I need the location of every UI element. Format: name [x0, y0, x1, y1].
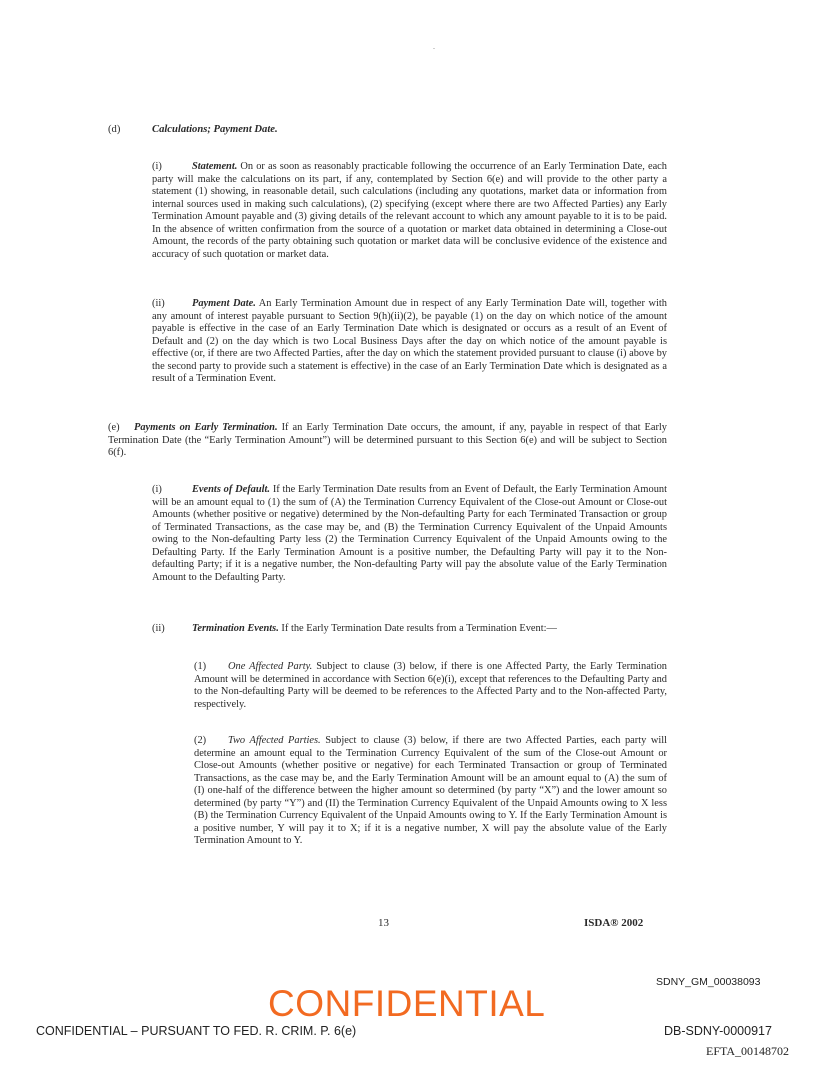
bates-stamp-db: DB-SDNY-0000917: [664, 1024, 772, 1038]
confidential-legend: CONFIDENTIAL – PURSUANT TO FED. R. CRIM. P. 6(e): [36, 1024, 357, 1038]
para-heading: Payment Date.: [192, 298, 256, 309]
para-text: On or as soon as reasonably practicable following the occurrence of an Early Termination Date, each party will make the calculations on its part, if any, contemplated by Section 6(e) and will provide to the other party a statement (1) showing, in reasonable detail, such calculations (including any quotations, market data or information from internal sources used in making such calculations), (2) specifying (except where there are two Affected Parties) any Early Termination Amount payable and (3) giving details of the relevant account to which any amount payable to it is to be paid. In the absence of written confirmation from the source of a quotation or market data obtained in determining a Close-out Amount, the records of the party obtaining such quotation or market data will be conclusive evidence of the existence and accuracy of such quotation or market data.: [152, 161, 667, 260]
para-text: If the Early Termination Date results from an Event of Default, the Early Termination Amount will be an amount equal to (1) the sum of (A) the Termination Currency Equivalent of the Close-out Amount or Close-out Amounts (whether positive or negative) determined by the Non-defaulting Party for each Terminated Transaction or group of Terminated Transactions, as the case may be, and (B) the Termination Currency Equivalent of the Unpaid Amounts owing to the Non-defaulting Party less (2) the Termination Currency Equivalent of the Unpaid Amounts owing to the Defaulting Party. If the Early Termination Amount is a positive number, the Defaulting Party will pay it to the Non-defaulting Party; if it is a negative number, the Non-defaulting Party will pay the absolute value of the Early Termination Amount to the Defaulting Party.: [152, 484, 667, 583]
clause-heading: Two Affected Parties.: [228, 735, 321, 746]
paragraph-e-ii: [152, 623, 667, 636]
para-heading: Events of Default.: [192, 484, 271, 495]
clause-number: (2): [194, 735, 207, 746]
para-heading: Termination Events.: [192, 623, 279, 634]
page-number: 13: [378, 917, 389, 929]
clause-1: [194, 661, 667, 711]
bates-stamp-top: SDNY_GM_00038093: [656, 976, 761, 988]
para-number: (i): [152, 161, 162, 172]
confidential-stamp: CONFIDENTIAL: [268, 983, 546, 1024]
clause-text: Subject to clause (3) below, if there is one Affected Party, the Early Termination Amount will be determined in accordance with Section 6(e)(i), except that references to the Defaulting Party and to the Non-defaulting Party will be deemed to be references to the Affected Party and to the Non-affected Party, respectively.: [194, 661, 667, 710]
efta-stamp: EFTA_00148702: [706, 1044, 790, 1058]
para-number: (i): [152, 484, 162, 495]
para-text: If an Early Termination Date occurs, the amount, if any, payable in respect of that Early Termination Date (the “Early Termination Amount”) will be determined pursuant to this Section 6(e) and will be subject to Section 6(f).: [108, 422, 667, 459]
paragraph-e: [108, 422, 667, 460]
para-number: (ii): [152, 298, 165, 309]
paragraph-d-i: [152, 161, 667, 261]
para-number: (e): [108, 422, 120, 433]
para-heading: Statement.: [192, 161, 238, 172]
section-d-label: (d): [108, 124, 121, 135]
para-heading: Payments on Early Termination.: [134, 422, 278, 433]
section-d-title: Calculations; Payment Date.: [152, 124, 278, 135]
isda-footer: ISDA® 2002: [584, 917, 644, 929]
clause-number: (1): [194, 661, 207, 672]
paragraph-e-i: [152, 484, 667, 584]
paragraph-d-ii: [152, 298, 667, 386]
clause-heading: One Affected Party.: [228, 661, 313, 672]
para-text: An Early Termination Amount due in respect of any Early Termination Date will, together with any amount of interest payable pursuant to Section 9(h)(ii)(2), be payable (1) on the day on which notice of the amount payable is effective in the case of an Early Termination Date which is designated or occurs as a result of an Event of Default and (2) on the day which is two Local Business Days after the day on which notice of the amount payable is effective (or, if there are two Affected Parties, after the day on which the statement provided pursuant to clause (i) above by the second party to provide such a statement is effective) in the case of an Early Termination Date which is designated as a result of a Termination Event.: [152, 298, 667, 385]
clause-2: [194, 735, 667, 848]
clause-text: Subject to clause (3) below, if there are two Affected Parties, each party will determine an amount equal to the Termination Currency Equivalent of the sum of the Close-out Amount or Close-out Amounts (whether positive or negative) for each Terminated Transaction or group of Terminated Transactions, as the case may be, and the Early Termination Amount will be an amount equal to (A) the sum of (I) one-half of the difference between the higher amount so determined (by party “X”) and the lower amount so determined (by party “Y”) and (II) the Termination Currency Equivalent of the Unpaid Amounts owing to X less (B) the Termination Currency Equivalent of the Unpaid Amounts owing to Y. If the Early Termination Amount is a positive number, Y will pay it to X; if it is a negative number, X will pay the absolute value of the Early Termination Amount to Y.: [194, 735, 668, 847]
para-text: If the Early Termination Date results from a Termination Event:—: [281, 623, 557, 634]
para-number: (ii): [152, 623, 165, 634]
scan-speck: [433, 48, 435, 49]
